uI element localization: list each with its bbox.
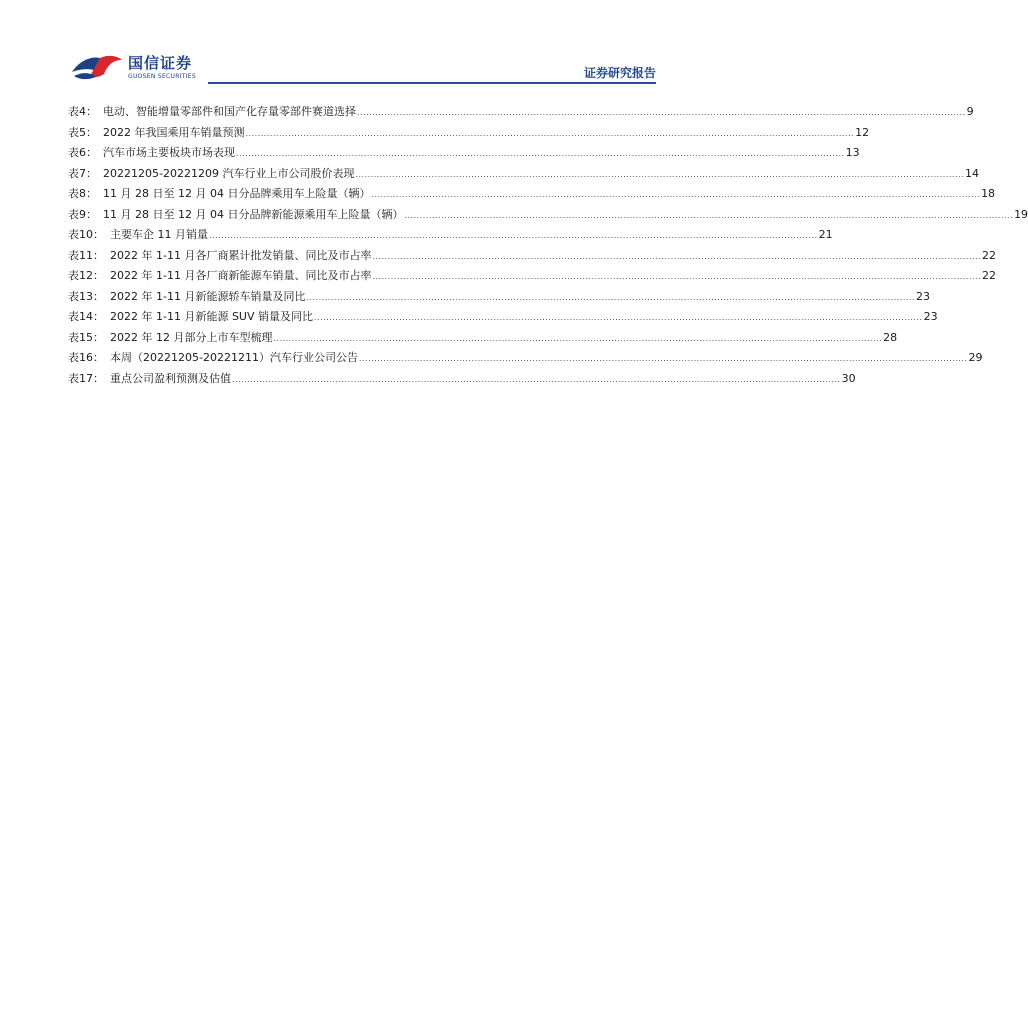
toc-entry-title: 汽车市场主要板块市场表现 [103, 146, 235, 159]
toc-entry-page-number: 23 [923, 310, 938, 323]
report-type-label: 证券研究报告 [583, 66, 656, 80]
toc-entry-title: 2022 年 1-11 月各厂商新能源车销量、同比及市占率 [110, 269, 372, 282]
toc-entry-title: 2022 年我国乘用车销量预测 [103, 125, 245, 139]
toc-entry-page-number: 28 [883, 330, 898, 344]
toc-entry-label: 表6： [68, 146, 97, 159]
toc-entry-page-number: 13 [845, 146, 860, 159]
brand-logo [70, 50, 210, 84]
toc-dot-leader: ........................................................................................................................................................................................................ [209, 231, 818, 240]
toc-entry-title: 11 月 28 日至 12 月 04 日分品牌新能源乘用车上险量（辆） [103, 207, 404, 221]
toc-dot-leader: ........................................................................................................................................................................................................ [372, 251, 982, 261]
toc-entry[interactable] [68, 123, 870, 144]
page-header [0, 0, 724, 90]
toc-dot-leader: ........................................................................................................................................................................................................ [232, 374, 841, 384]
toc-entry-title: 重点公司盈利预测及估值 [110, 371, 231, 385]
toc-dot-leader: ........................................................................................................................................................................................................ [245, 128, 855, 138]
toc-entry-title: 11 月 28 日至 12 月 04 日分品牌乘用车上险量（辆） [103, 187, 371, 200]
toc-entry-title: 2022 年 1-11 月新能源 SUV 销量及同比 [110, 310, 313, 323]
brand-name-cn: 国信证券 [128, 54, 193, 72]
toc-dot-leader: ........................................................................................................................................................................................................ [314, 313, 923, 322]
toc-entry[interactable] [68, 266, 997, 287]
toc-entry-title: 主要车企 11 月销量 [110, 228, 208, 241]
toc-entry-label: 表11： [68, 248, 104, 262]
toc-entry-label: 表12： [68, 269, 104, 282]
toc-entry-label: 表14： [68, 310, 104, 323]
header-divider [208, 82, 656, 84]
toc-entry[interactable] [68, 246, 997, 267]
guosen-logo-icon [70, 50, 124, 84]
toc-entry-label: 表10： [68, 228, 104, 241]
toc-entry[interactable] [68, 225, 833, 246]
toc-entry-title: 2022 年 1-11 月新能源轿车销量及同比 [110, 289, 306, 303]
table-of-contents-list [68, 102, 1028, 389]
toc-entry-label: 表8： [68, 187, 97, 200]
brand-name-en: GUOSEN SECURITIES [128, 73, 197, 80]
toc-entry-title: 20221205-20221209 汽车行业上市公司股价表现 [103, 166, 355, 180]
toc-dot-leader: ........................................................................................................................................................................................................ [357, 108, 966, 117]
toc-dot-leader: ........................................................................................................................................................................................................ [236, 149, 845, 158]
toc-entry-title: 2022 年 1-11 月各厂商累计批发销量、同比及市占率 [110, 248, 372, 262]
toc-entry[interactable] [68, 143, 860, 164]
toc-dot-leader: ........................................................................................................................................................................................................ [355, 169, 965, 179]
toc-entry-page-number: 21 [818, 228, 833, 241]
toc-entry-label: 表16： [68, 351, 104, 364]
toc-entry[interactable] [68, 102, 974, 123]
toc-entry-label: 表5： [68, 125, 97, 139]
toc-entry-label: 表13： [68, 289, 104, 303]
toc-entry[interactable] [68, 348, 983, 369]
toc-entry-page-number: 29 [968, 351, 983, 364]
toc-entry-page-number: 18 [981, 187, 996, 200]
toc-entry-page-number: 23 [916, 289, 931, 303]
toc-entry[interactable] [68, 369, 856, 390]
toc-dot-leader: ........................................................................................................................................................................................................ [358, 354, 968, 363]
toc-entry-page-number: 22 [982, 269, 997, 282]
toc-entry-page-number: 12 [855, 125, 870, 139]
toc-entry-label: 表17： [68, 371, 104, 385]
toc-entry[interactable] [68, 307, 938, 328]
toc-entry-title: 2022 年 12 月部分上市车型梳理 [110, 330, 273, 344]
toc-entry-title: 本周（20221205-20221211）汽车行业公司公告 [110, 351, 358, 364]
toc-entry-label: 表15： [68, 330, 104, 344]
toc-entry-page-number: 19 [1014, 207, 1028, 221]
toc-entry-page-number: 30 [841, 371, 856, 385]
toc-entry-page-number: 14 [965, 166, 980, 180]
toc-dot-leader: ........................................................................................................................................................................................................ [404, 210, 1014, 220]
toc-entry-label: 表9： [68, 207, 97, 221]
toc-dot-leader: ........................................................................................................................................................................................................ [371, 190, 981, 199]
toc-entry-label: 表4： [68, 105, 97, 118]
toc-dot-leader: ........................................................................................................................................................................................................ [372, 272, 982, 281]
toc-dot-leader: ........................................................................................................................................................................................................ [306, 292, 916, 302]
toc-entry[interactable] [68, 164, 980, 185]
toc-entry-label: 表7： [68, 166, 97, 180]
toc-entry-title: 电动、智能增量零部件和国产化存量零部件赛道选择 [103, 105, 356, 118]
toc-entry[interactable] [68, 184, 996, 205]
toc-entry[interactable] [68, 328, 898, 349]
toc-dot-leader: ........................................................................................................................................................................................................ [273, 333, 883, 343]
toc-entry[interactable] [68, 205, 1028, 226]
toc-entry-page-number: 22 [982, 248, 997, 262]
toc-entry[interactable] [68, 287, 931, 308]
toc-entry-page-number: 9 [966, 105, 974, 118]
